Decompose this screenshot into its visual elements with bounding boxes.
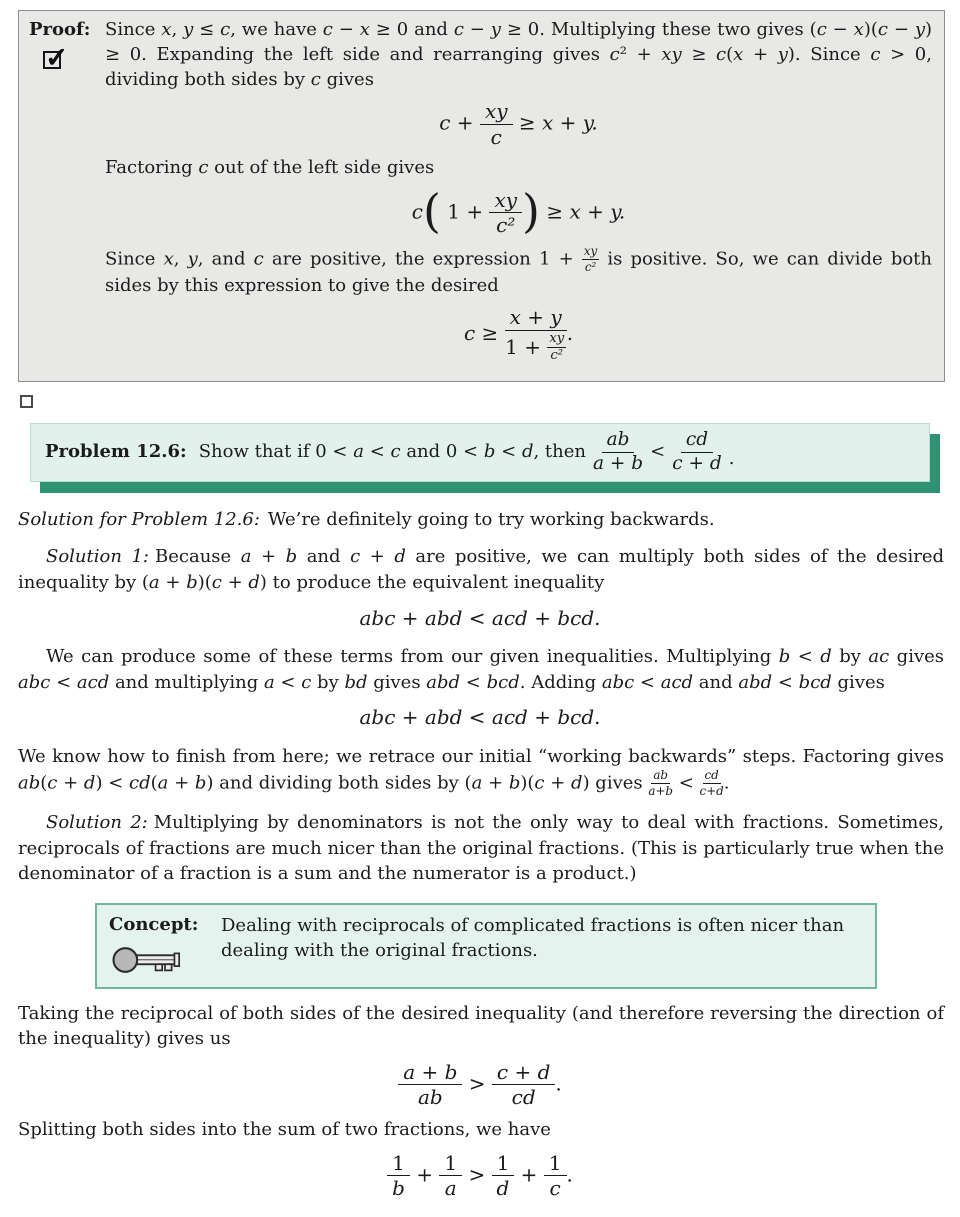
fraction-1-over-c: $\frac{1}{c}$: [544, 1152, 567, 1200]
check-glyph: ✓: [45, 40, 69, 74]
reciprocal-equation: [0, 1061, 960, 1109]
period: .: [566, 1162, 573, 1187]
concept-text: Dealing with reciprocals of complicated fractions is often nicer than dealing with the original fractions.: [221, 914, 845, 962]
proof-box-margin-column: [27, 18, 105, 371]
problem-statement: Show that if 0 < a < c and 0 < b < d, then: [198, 441, 586, 463]
plus-sign: +: [520, 1162, 538, 1187]
checked-box-icon: [43, 40, 69, 74]
problem-fraction-left: $\frac{ab}{a + b}$: [592, 429, 644, 474]
qed-square-icon: [20, 395, 33, 408]
proof-label: Proof:: [29, 19, 91, 40]
problem-box: [30, 423, 930, 481]
fraction-1-over-b: $\frac{1}{b}$: [387, 1152, 410, 1200]
concept-label: Concept:: [109, 913, 199, 935]
fraction-ab: $\frac{a + b}{ab}$: [398, 1061, 462, 1109]
proof-paragraph-3: Since x, y, and c are positive, the expression 1 + $\frac{xy}{\text{c²}}$ is positive. So, we can divide both sides by this expression to give the desired: [105, 243, 933, 296]
solution2-paragraph: Solution 2: Multiplying by denominators is not the only way to deal with fractions. Sometimes, reciprocals of fractions are much nicer than the original fractions. (This is particularly true when the denominator of a fraction is a sum and the numerator is a product.): [18, 812, 944, 885]
fraction-xy-over-c2: $\frac{xy}{\text{c²}}$: [489, 189, 522, 237]
proof-box: [18, 10, 945, 382]
plus-sign: +: [416, 1162, 433, 1187]
closing-paragraph-1: Taking the reciprocal of both sides of the desired inequality (and therefore reversing the direction of the inequality) gives us: [18, 1002, 944, 1050]
solution1-label: Solution 1:: [46, 546, 149, 568]
equation-abc-2: abc + abd < acd + bcd.: [359, 705, 601, 730]
closing-paragraph-2: Splitting both sides into the sum of two fractions, we have: [18, 1119, 551, 1141]
concept-box: [95, 903, 877, 989]
equation-abc-1: abc + abd < acd + bcd.: [359, 605, 601, 630]
period: .: [555, 1070, 562, 1095]
right-paren: ): [522, 183, 540, 238]
proof-equation-2: c( 1 + $\frac{xy}{\text{c²}}$ ) ≥ x + y.: [411, 183, 626, 238]
fraction-1-over-a: $\frac{1}{a}$: [439, 1152, 462, 1200]
problem-label: Problem 12.6:: [45, 441, 187, 463]
less-than-sign: <: [650, 441, 666, 463]
nested-fraction: x + y 1 + $\frac{xy}{\text{c²}}$: [505, 306, 567, 363]
proof-paragraph-2: Factoring c out of the left side gives: [105, 157, 435, 179]
problem-fraction-right: $\frac{cd}{c + d}$: [672, 429, 722, 474]
concept-left-column: [109, 913, 221, 977]
solution2-label: Solution 2:: [46, 812, 148, 834]
period: .: [728, 448, 735, 470]
greater-than-sign: >: [468, 1162, 486, 1187]
solution-lead-text: We’re definitely going to try working backwards.: [267, 508, 715, 530]
solution1-paragraph-3: We know how to finish from here; we retrace our initial “working backwards” steps. Factoring gives ab(c + d) < cd(a + b) and dividing both sides by (a + b)(c + d) gives $\frac{ab}{a+b}$ < $\frac{cd}{c+d}$ .: [18, 745, 944, 799]
proof-equation-1: c + $\frac{xy}{c}$ ≥ x + y.: [439, 99, 598, 149]
fraction-1-over-d: $\frac{1}{d}$: [492, 1152, 515, 1200]
page: [0, 10, 960, 1200]
solution-lead: [18, 508, 944, 533]
proof-paragraph-1: Since x, y ≤ c, we have c − x ≥ 0 and c − y ≥ 0. Multiplying these two gives (c − x)(c − y) ≥ 0. Expanding the left side and rearranging gives c² + xy ≥ c(x + y). Since c > 0, dividing both sides by c gives: [105, 19, 933, 90]
solution1-paragraph-1: Solution 1: Because a + b and c + d are positive, we can multiply both sides of the desired inequality by (a + b)(c + d) to produce the equivalent inequality: [18, 546, 944, 594]
key-icon: [111, 943, 185, 977]
greater-than-sign: >: [468, 1070, 486, 1095]
fraction-xy-over-c: $\frac{xy}{c}$: [480, 100, 513, 148]
fraction-cd: $\frac{c + d}{cd}$: [492, 1061, 555, 1109]
proof-equation-3: c ≥ x + y 1 + $\frac{xy}{\text{c²}}$ .: [463, 305, 574, 363]
inner-fraction: $\frac{xy}{\text{c²}}$: [549, 330, 565, 363]
unit-fractions-equation: [0, 1152, 960, 1200]
solution1-paragraph-2: We can produce some of these terms from our given inequalities. Multiplying b < d by ac gives abc < acd and multiplying a < c by bd gives abd < bcd. Adding abc < acd and abd < bcd gives: [18, 646, 945, 693]
proof-body: [105, 18, 932, 371]
solution-lead-label: Solution for Problem 12.6:: [18, 508, 260, 530]
left-paren: (: [422, 183, 441, 238]
